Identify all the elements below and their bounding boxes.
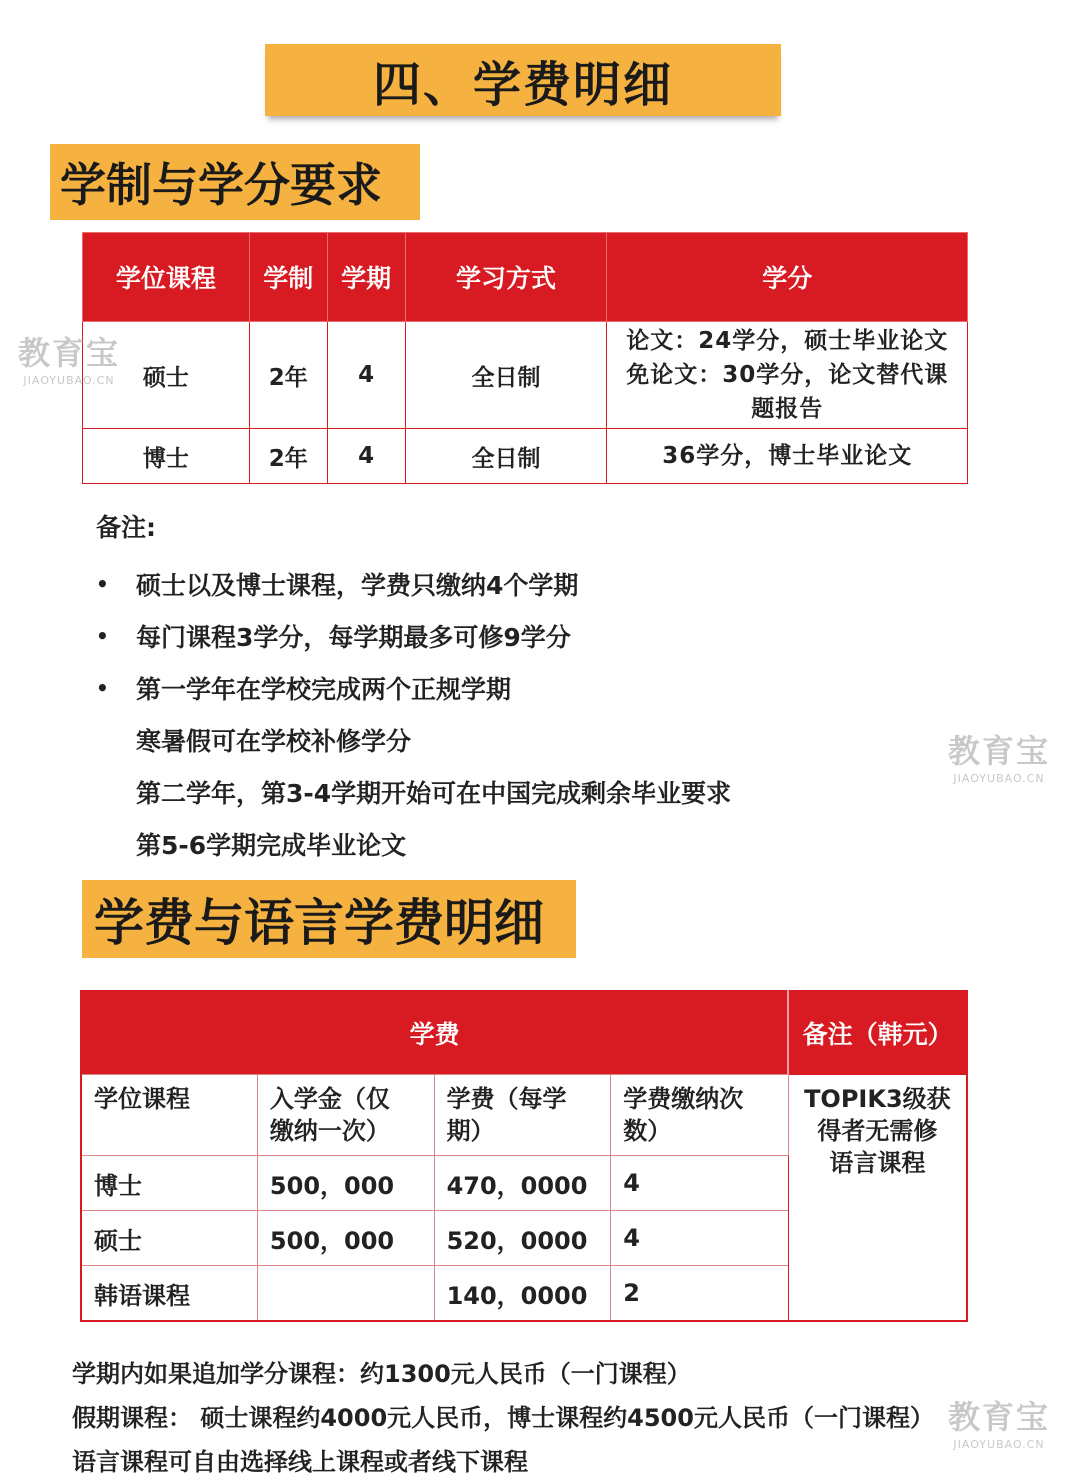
subheader-line: 学位课程 <box>94 1085 190 1113</box>
table-header-row <box>81 991 967 1075</box>
credits-line: 免论文：30学分，论文替代课 <box>626 362 949 388</box>
bullet-icon: • <box>96 676 109 700</box>
mode-cell: 全日制 <box>405 429 607 484</box>
page-title-banner <box>265 44 781 116</box>
remark-line: 得者无需修 <box>817 1117 938 1145</box>
notes-block <box>96 508 731 870</box>
subheader-line: 入学金（仅 <box>269 1085 390 1113</box>
note-item <box>96 662 731 714</box>
course-cell: 韩语课程 <box>81 1266 257 1322</box>
terms-cell: 4 <box>327 322 405 429</box>
footer-line: 语言课程可自由选择线上课程或者线下课程 <box>72 1448 528 1476</box>
payment-times-cell: 4 <box>611 1211 789 1266</box>
tuition-table <box>80 990 968 1322</box>
tuition-cell: 520，0000 <box>434 1211 611 1266</box>
subheader-cell <box>257 1075 434 1156</box>
bullet-icon: • <box>96 572 109 596</box>
credits-cell <box>607 429 968 484</box>
footer-line: 学期内如果追加学分课程：约1300元人民币（一门课程） <box>72 1360 691 1388</box>
table-header-cell: 学期 <box>327 233 405 322</box>
subheader-line: 数） <box>623 1117 672 1145</box>
degree-cell: 博士 <box>83 429 250 484</box>
watermark-url: JIAOYUBAO.CN <box>953 772 1045 785</box>
table-header-cell: 学位课程 <box>83 233 250 322</box>
subheader-line: 学费缴纳次 <box>623 1085 744 1113</box>
note-continuation <box>96 714 731 766</box>
degree-cell: 硕士 <box>83 322 250 429</box>
course-cell: 硕士 <box>81 1211 257 1266</box>
watermark-url: JIAOYUBAO.CN <box>23 374 115 387</box>
entrance-fee-cell <box>257 1266 434 1322</box>
note-text: 第二学年，第3-4学期开始可在中国完成剩余毕业要求 <box>136 779 732 808</box>
table-header-cell: 学制 <box>249 233 327 322</box>
tuition-cell: 470，0000 <box>434 1156 611 1211</box>
note-continuation <box>96 766 731 818</box>
remark-line: 语言课程 <box>829 1149 926 1177</box>
note-text: 每门课程3学分，每学期最多可修9学分 <box>136 623 571 652</box>
remark-line: TOPIK3级获 <box>804 1085 951 1113</box>
payment-times-cell: 4 <box>611 1156 789 1211</box>
course-cell: 博士 <box>81 1156 257 1211</box>
terms-cell: 4 <box>327 429 405 484</box>
subheader-line: 期） <box>446 1117 495 1145</box>
section-heading-fees-text: 学费与语言学费明细 <box>94 894 544 952</box>
note-item <box>96 610 731 662</box>
duration-cell: 2年 <box>249 322 327 429</box>
entrance-fee-cell: 500，000 <box>257 1156 434 1211</box>
section-heading-program-text: 学制与学分要求 <box>60 158 382 212</box>
entrance-fee-cell: 500，000 <box>257 1211 434 1266</box>
footer-notes <box>72 1352 934 1484</box>
watermark <box>948 1392 1050 1451</box>
section-heading-program <box>50 144 420 220</box>
fee-header: 学费 <box>81 991 788 1075</box>
remark-header: 备注（韩元） <box>788 991 967 1075</box>
subheader-cell <box>434 1075 611 1156</box>
table-subheader-row <box>81 1075 967 1156</box>
notes-title: 备注: <box>96 513 156 542</box>
note-text: 第5-6学期完成毕业论文 <box>136 831 407 860</box>
credits-cell <box>607 322 968 429</box>
program-requirements-table <box>82 232 968 484</box>
bullet-icon: • <box>96 624 109 648</box>
table-row <box>83 429 968 484</box>
footer-line: 假期课程： 硕士课程约4000元人民币，博士课程约4500元人民币（一门课程） <box>72 1404 934 1432</box>
mode-cell: 全日制 <box>405 322 607 429</box>
subheader-cell <box>81 1075 257 1156</box>
watermark <box>948 726 1050 785</box>
tuition-cell: 140，0000 <box>434 1266 611 1322</box>
watermark <box>18 328 120 387</box>
note-item <box>96 558 731 610</box>
payment-times-cell: 2 <box>611 1266 789 1322</box>
table-header-row <box>83 233 968 322</box>
credits-line: 题报告 <box>751 396 824 422</box>
note-text: 硕士以及博士课程，学费只缴纳4个学期 <box>136 571 579 600</box>
subheader-line: 学费（每学 <box>446 1085 567 1113</box>
page-title: 四、学费明细 <box>372 56 673 113</box>
watermark-brand: 教育宝 <box>948 1398 1051 1436</box>
subheader-cell <box>611 1075 789 1156</box>
remark-cell <box>788 1075 967 1322</box>
table-header-cell: 学习方式 <box>405 233 607 322</box>
credits-line: 论文：24学分，硕士毕业论文 <box>626 328 949 354</box>
credits-line: 36学分，博士毕业论文 <box>662 443 913 469</box>
watermark-url: JIAOYUBAO.CN <box>953 1438 1045 1451</box>
section-heading-fees <box>82 880 576 958</box>
note-continuation <box>96 818 731 870</box>
table-header-cell: 学分 <box>607 233 968 322</box>
note-text: 第一学年在学校完成两个正规学期 <box>136 675 512 704</box>
subheader-line: 缴纳一次） <box>269 1117 390 1145</box>
duration-cell: 2年 <box>249 429 327 484</box>
table-row <box>83 322 968 429</box>
note-text: 寒暑假可在学校补修学分 <box>136 727 412 756</box>
watermark-brand: 教育宝 <box>948 732 1051 770</box>
watermark-brand: 教育宝 <box>18 334 121 372</box>
